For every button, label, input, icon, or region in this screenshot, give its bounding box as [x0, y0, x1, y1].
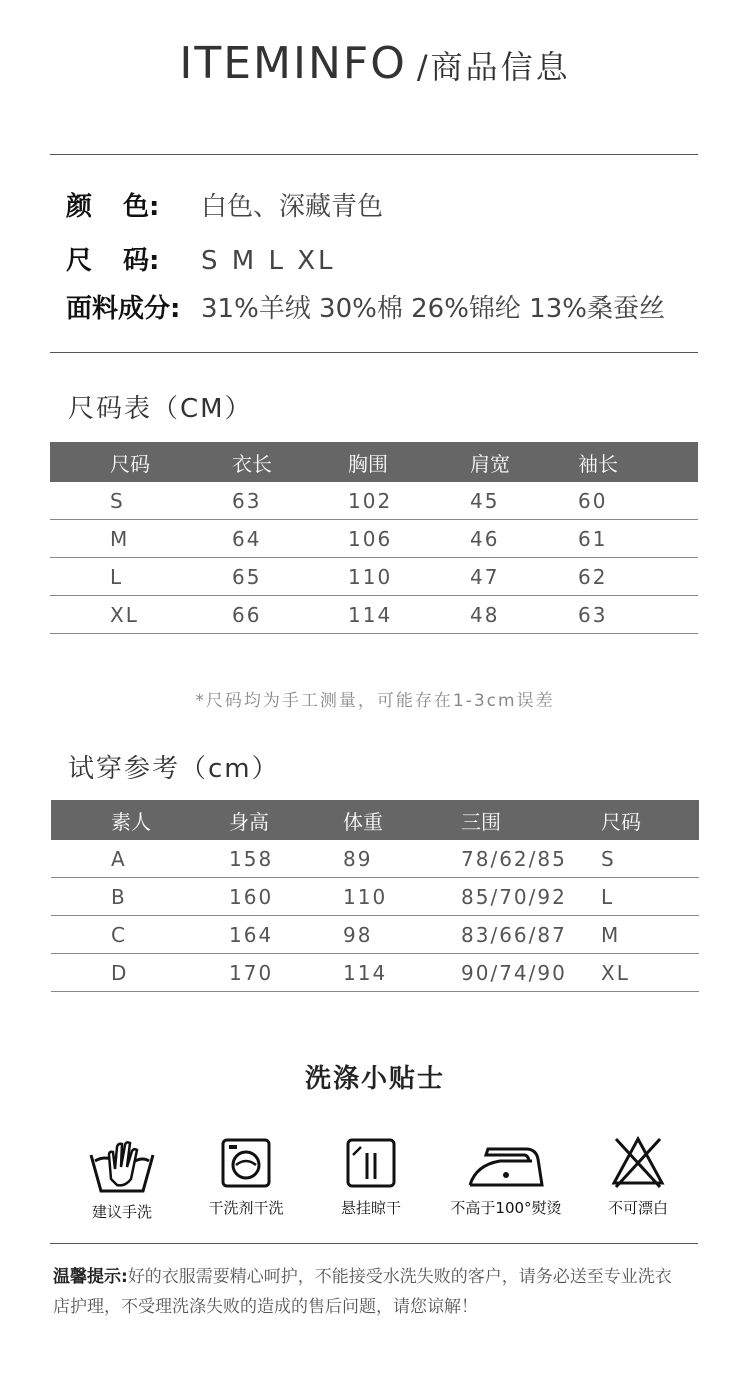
table-row: [50, 596, 698, 634]
care-label: 不高于100°熨烫: [450, 1199, 562, 1217]
table-cell: B: [111, 878, 229, 916]
table-cell: XL: [601, 954, 699, 992]
table-cell: S: [601, 840, 699, 878]
iron-icon: [466, 1135, 546, 1191]
spec-label: 色:: [123, 192, 160, 222]
spec-label: 面料成分:: [66, 294, 181, 324]
tips-text: 好的衣服需要精心呵护，不能接受水洗失败的客户，请务必送至专业洗衣店护理，不受理洗涤失败的造成的售后问题，请您谅解！: [53, 1267, 672, 1317]
care-label: 建议手洗: [91, 1203, 152, 1221]
table-cell: 110: [343, 878, 461, 916]
measurement-note: *尺码均为手工测量，可能存在1-3cm误差: [195, 691, 555, 711]
spec-material: [66, 288, 665, 325]
table-cell: A: [111, 840, 229, 878]
table-cell: L: [601, 878, 699, 916]
table-row: [51, 878, 699, 916]
table-cell: 65: [232, 558, 348, 596]
table-cell: 158: [229, 840, 343, 878]
spec-value: 白色、深藏青色: [201, 192, 384, 222]
table-cell: 64: [232, 520, 348, 558]
divider: [50, 352, 698, 353]
column-header: 胸围: [348, 451, 388, 476]
care-title: 洗涤小贴士: [304, 1064, 445, 1094]
fitting-table: [51, 800, 699, 992]
table-cell: 106: [348, 520, 470, 558]
table-row: [51, 916, 699, 954]
title-english: ITEMINFO: [179, 38, 407, 89]
column-header: 三围: [461, 809, 501, 834]
table-cell: 62: [578, 558, 698, 596]
dry-clean-icon: [220, 1135, 272, 1191]
table-cell: 160: [229, 878, 343, 916]
care-item-dry-clean: [176, 1135, 316, 1218]
column-header: 素人: [111, 809, 151, 834]
column-header: 体重: [343, 809, 383, 834]
table-cell: 170: [229, 954, 343, 992]
divider: [50, 154, 698, 155]
table-cell: 85/70/92: [461, 878, 601, 916]
care-item-iron: [436, 1135, 576, 1218]
divider: [50, 1243, 698, 1244]
hand-wash-icon: [87, 1135, 157, 1195]
table-cell: 114: [348, 596, 470, 634]
care-label: 不可漂白: [607, 1199, 668, 1217]
table-cell: 89: [343, 840, 461, 878]
table-cell: 90/74/90: [461, 954, 601, 992]
table-cell: 45: [470, 482, 578, 520]
fitting-title: 试穿参考（cm）: [68, 754, 280, 784]
table-cell: 164: [229, 916, 343, 954]
table-cell: M: [601, 916, 699, 954]
care-tips: [53, 1262, 673, 1322]
size-chart-title: 尺码表（CM）: [68, 394, 253, 424]
spec-size: [66, 240, 336, 277]
column-header: 衣长: [232, 451, 272, 476]
tips-label: 温馨提示:: [53, 1267, 128, 1287]
table-cell: 102: [348, 482, 470, 520]
spec-label: 尺: [66, 246, 93, 276]
spec-value: S M L XL: [201, 246, 336, 276]
care-label: 悬挂晾干: [340, 1199, 401, 1217]
table-cell: 46: [470, 520, 578, 558]
table-cell: 48: [470, 596, 578, 634]
table-row: [50, 558, 698, 596]
care-item-hang-dry: [301, 1135, 441, 1218]
table-cell: S: [110, 482, 232, 520]
no-bleach-icon: [610, 1135, 666, 1191]
table-cell: L: [110, 558, 232, 596]
table-row: [50, 482, 698, 520]
table-cell: 83/66/87: [461, 916, 601, 954]
column-header: 身高: [229, 809, 269, 834]
table-cell: D: [111, 954, 229, 992]
column-header: 尺码: [110, 451, 150, 476]
spec-value: 31%羊绒 30%棉 26%锦纶 13%桑蚕丝: [201, 294, 665, 324]
table-cell: XL: [110, 596, 232, 634]
table-cell: 114: [343, 954, 461, 992]
column-header: 袖长: [578, 451, 618, 476]
table-cell: 63: [578, 596, 698, 634]
page-title: [0, 38, 750, 89]
column-header: 肩宽: [470, 451, 510, 476]
care-item-hand-wash: [52, 1135, 192, 1222]
table-cell: 61: [578, 520, 698, 558]
table-cell: 98: [343, 916, 461, 954]
table-cell: M: [110, 520, 232, 558]
table-header-row: [51, 800, 699, 840]
care-label: 干洗剂干洗: [208, 1199, 284, 1217]
spec-color: [66, 186, 383, 223]
title-chinese: /商品信息: [416, 48, 571, 86]
spec-label: 码:: [123, 246, 160, 276]
spec-label: 颜: [66, 192, 93, 222]
table-cell: 66: [232, 596, 348, 634]
table-header-row: [50, 442, 698, 482]
table-row: [51, 840, 699, 878]
table-cell: 47: [470, 558, 578, 596]
column-header: 尺码: [601, 809, 641, 834]
table-cell: 110: [348, 558, 470, 596]
table-cell: 60: [578, 482, 698, 520]
size-chart-table: [50, 442, 698, 634]
table-cell: 78/62/85: [461, 840, 601, 878]
table-cell: C: [111, 916, 229, 954]
hang-dry-icon: [345, 1135, 397, 1191]
care-item-no-bleach: [568, 1135, 708, 1218]
table-cell: 63: [232, 482, 348, 520]
table-row: [50, 520, 698, 558]
table-row: [51, 954, 699, 992]
